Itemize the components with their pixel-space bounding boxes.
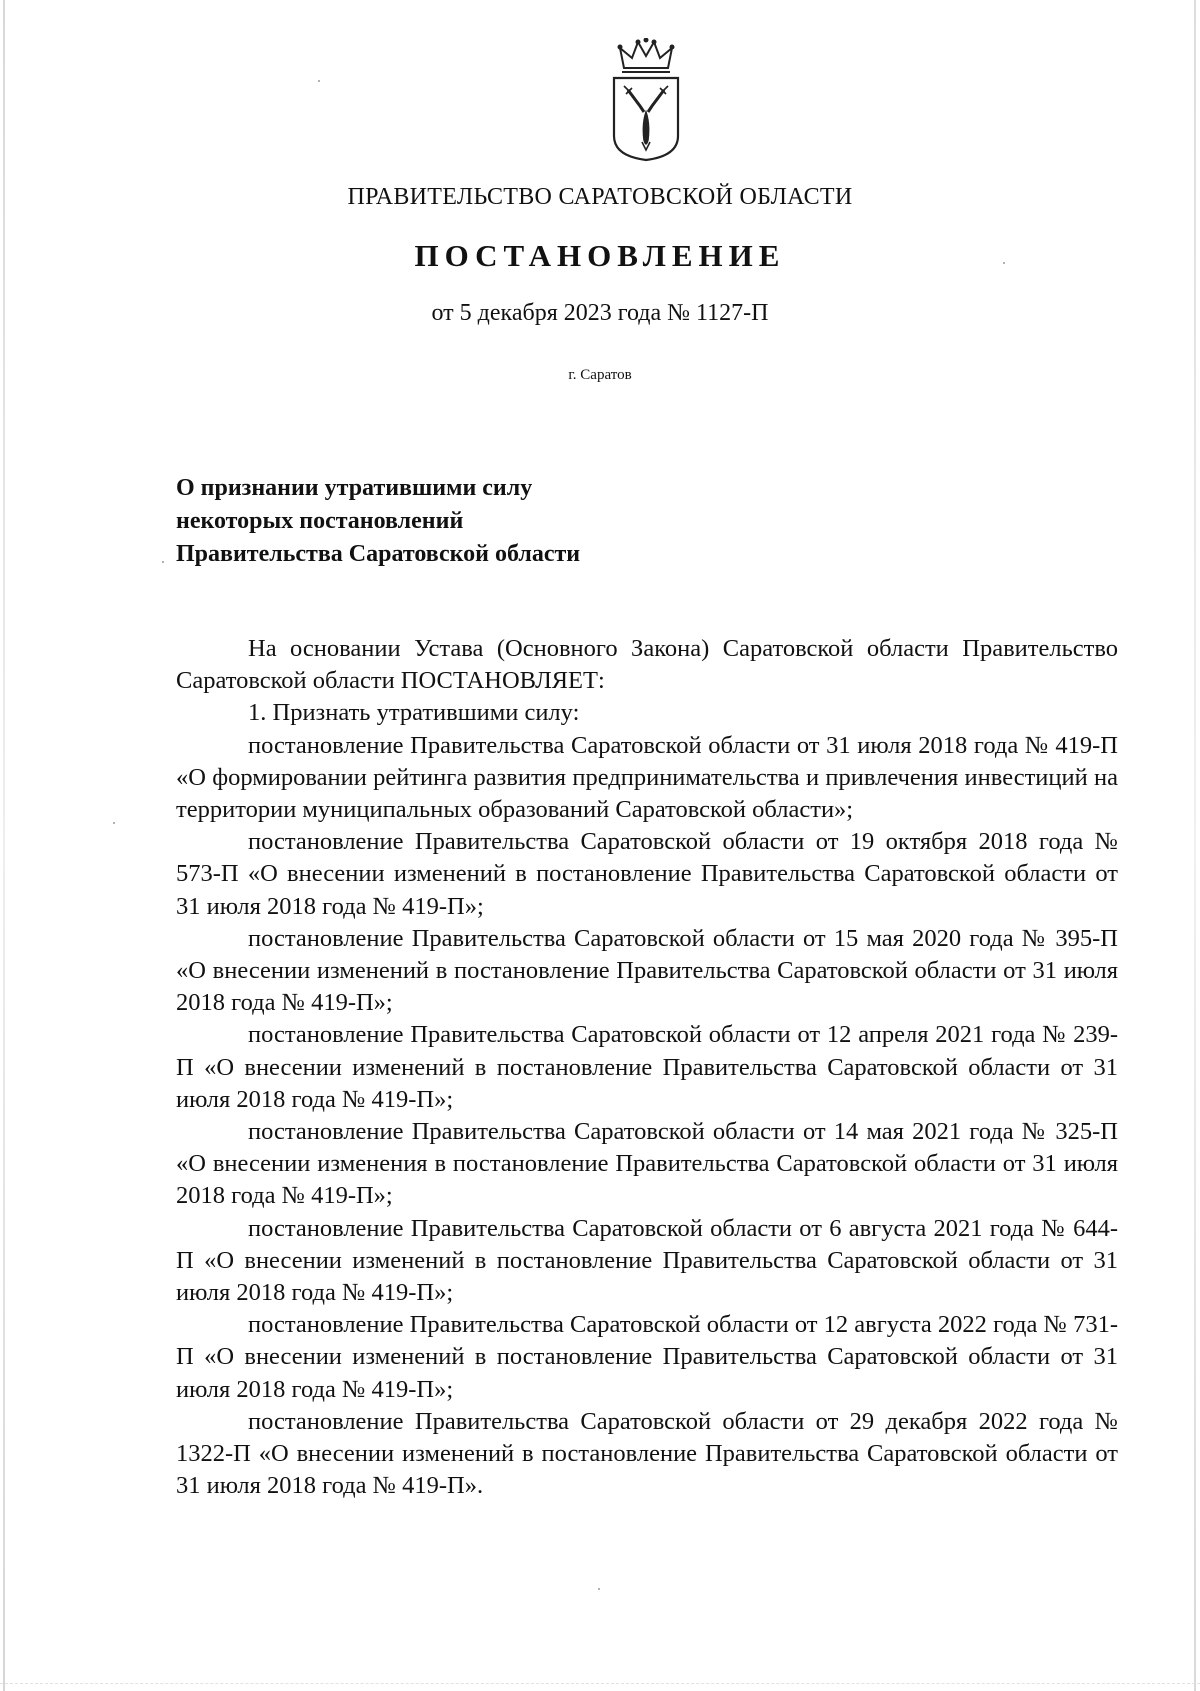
scan-speck xyxy=(113,822,115,824)
scan-speck xyxy=(1003,262,1005,264)
saratov-coat-of-arms-icon xyxy=(608,38,684,162)
document-body xyxy=(176,633,1118,1502)
organization-heading: ПРАВИТЕЛЬСТВО САРАТОВСКОЙ ОБЛАСТИ xyxy=(347,184,853,210)
body-paragraph: постановление Правительства Саратовской области от 12 апреля 2021 года № 239-П «О внесении изменений в постановление Правительства Саратовской области от 31 июля 2018 года № 419-П»; xyxy=(176,1021,1118,1113)
document-type-heading: ПОСТАНОВЛЕНИЕ xyxy=(414,238,786,273)
body-paragraph: постановление Правительства Саратовской области от 12 августа 2022 года № 731-П «О внесении изменений в постановление Правительства Саратовской области от 31 июля 2018 года № 419-П»; xyxy=(176,1311,1118,1403)
title-line: Правительства Саратовской области xyxy=(176,541,581,567)
scan-speck xyxy=(318,80,320,82)
body-paragraph: постановление Правительства Саратовской области от 6 августа 2021 года № 644-П «О внесении изменений в постановление Правительства Саратовской области от 31 июля 2018 года № 419-П»; xyxy=(176,1214,1118,1307)
title-line: О признании утратившими силу xyxy=(176,475,533,501)
document-title xyxy=(176,472,776,571)
document-date-number: от 5 декабря 2023 года № 1127-П xyxy=(431,300,769,326)
scan-speck xyxy=(598,1588,600,1590)
body-paragraph: 1. Признать утратившими силу: xyxy=(248,699,580,727)
title-line: некоторых постановлений xyxy=(176,508,464,534)
body-paragraph: постановление Правительства Саратовской области от 31 июля 2018 года № 419-П «О формировании рейтинга развития предпринимательства и привлечения инвестиций на территории муниципальных образований Саратовской области»; xyxy=(176,731,1118,824)
body-paragraph: постановление Правительства Саратовской области от 15 мая 2020 года № 395-П «О внесении изменений в постановление Правительства Саратовской области от 31 июля 2018 года № 419-П»; xyxy=(176,924,1118,1017)
body-paragraph: постановление Правительства Саратовской области от 19 октября 2018 года № 573-П «О внесении изменений в постановление Правительства Саратовской области от 31 июля 2018 года № 419-П»; xyxy=(176,828,1118,920)
body-paragraph: На основании Устава (Основного Закона) Саратовской области Правительство Саратовской области ПОСТАНОВЛЯЕТ: xyxy=(176,635,1118,695)
scan-edge-bottom xyxy=(0,1683,1200,1685)
body-paragraph: постановление Правительства Саратовской области от 14 мая 2021 года № 325-П «О внесении изменения в постановление Правительства Саратовской области от 31 июля 2018 года № 419-П»; xyxy=(176,1118,1118,1210)
scan-speck xyxy=(162,561,164,563)
body-paragraph: постановление Правительства Саратовской области от 29 декабря 2022 года № 1322-П «О внесении изменений в постановление Правительства Саратовской области от 31 июля 2018 года № 419-П». xyxy=(176,1407,1118,1500)
document-city: г. Саратов xyxy=(568,367,632,383)
